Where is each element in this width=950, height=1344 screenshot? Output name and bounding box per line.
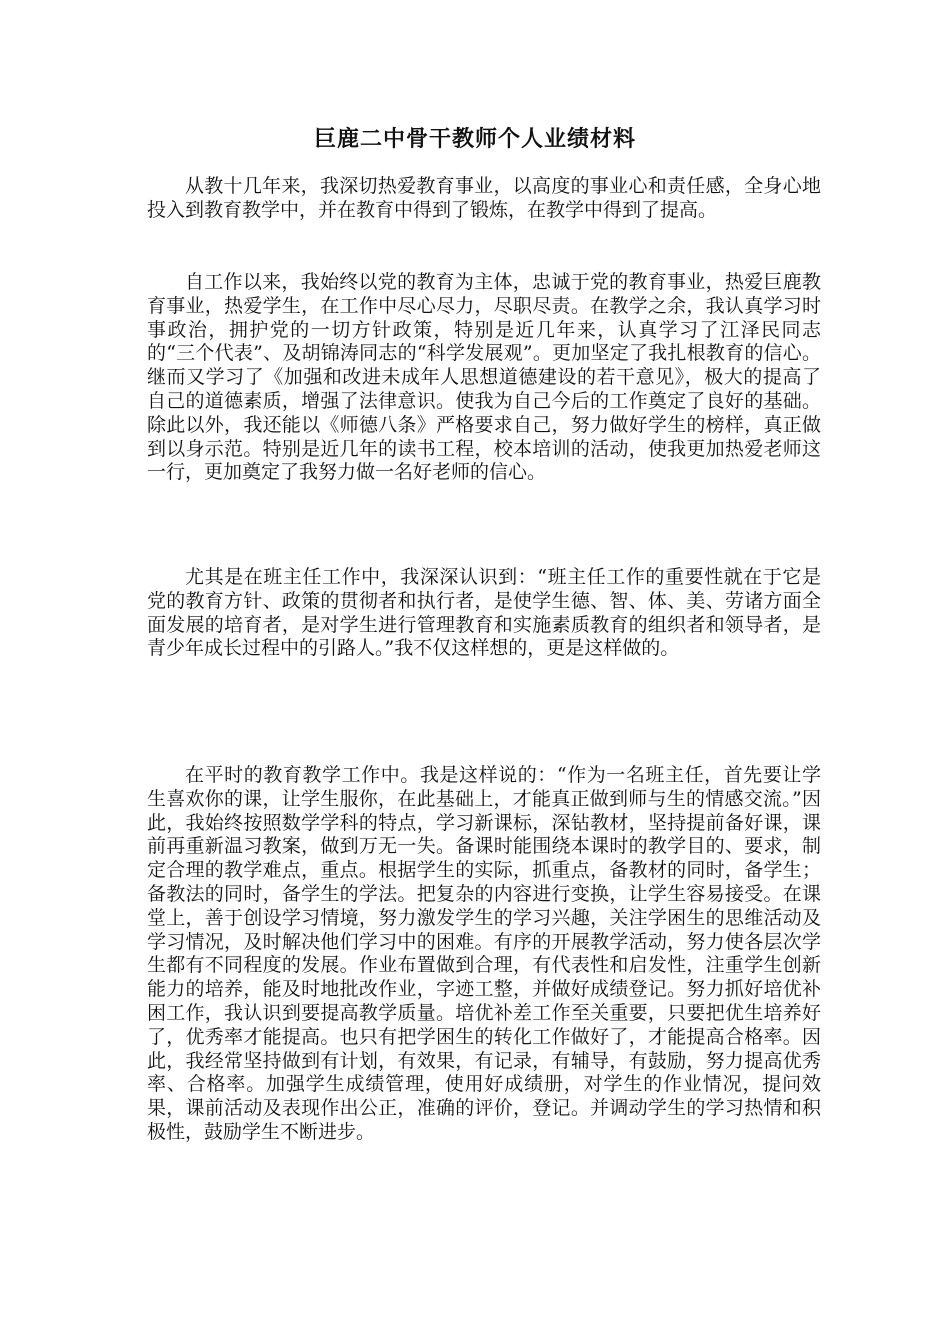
paragraph-class-teacher: 尤其是在班主任工作中，我深深认识到：“班主任工作的重要性就在于它是党的教育方针、政策的贯彻者和执行者，是使学生德、智、体、美、劳诸方面全面发展的培育者，是对学生进行管理教育和实施素质教育的组织者和领导者，是青少年成长过程中的引路人。”我不仅这样想的，更是这样做的。 xyxy=(147,566,821,660)
paragraph-intro: 从教十几年来，我深切热爱教育事业，以高度的事业心和责任感，全身心地投入到教育教学中，并在教育中得到了锻炼，在教学中得到了提高。 xyxy=(147,175,821,221)
paragraph-political-study: 自工作以来，我始终以党的教育为主体，忠诚于党的教育事业，热爱巨鹿教育事业，热爱学生，在工作中尽心尽力，尽职尽责。在教学之余，我认真学习时事政治，拥护党的一切方针政策，特别是近几年来，认真学习了江泽民同志的“三个代表”、及胡锦涛同志的“科学发展观”。更加坚定了我扎根教育的信心。继而又学习了《加强和改进未成年人思想道德建设的若干意见》，极大的提高了自己的道德素质，增强了法律意识。使我为自己今后的工作奠定了良好的基础。除此以外，我还能以《师德八条》严格要求自己，努力做好学生的榜样，真正做到以身示范。特别是近几年的读书工程，校本培训的活动，使我更加热爱老师这一行，更加奠定了我努力做一名好老师的信心。 xyxy=(147,271,821,484)
document-title: 巨鹿二中骨干教师个人业绩材料 xyxy=(313,126,636,152)
paragraph-teaching-work: 在平时的教育教学工作中。我是这样说的：“作为一名班主任，首先要让学生喜欢你的课，让学生服你，在此基础上，才能真正做到师与生的情感交流。”因此，我始终按照数学学科的特点，学习新课标，深钻教材，坚持提前备好课，课前再重新温习教案，做到万无一失。备课时能围绕本课时的教学目的、要求，制定合理的教学难点，重点。根据学生的实际，抓重点，备教材的同时，备学生；备教法的同时，备学生的学法。把复杂的内容进行变换，让学生容易接受。在课堂上，善于创设学习情境，努力激发学生的学习兴趣，关注学困生的思维活动及学习情况，及时解决他们学习中的困难。有序的开展教学活动，努力使各层次学生都有不同程度的发展。作业布置做到合理，有代表性和启发性，注重学生创新能力的培养，能及时地批改作业，字迹工整，并做好成绩登记。努力抓好培优补困工作，我认识到要提高教学质量。培优补差工作至关重要，只要把优生培养好了，优秀率才能提高。也只有把学困生的转化工作做好了，才能提高合格率。因此，我经常坚持做到有计划，有效果，有记录，有辅导，有鼓励，努力提高优秀率、合格率。加强学生成绩管理，使用好成绩册，对学生的作业情况，提问效果，课前活动及表现作出公正，准确的评价，登记。并调动学生的学习热情和积极性，鼓励学生不断进步。 xyxy=(147,764,821,1143)
